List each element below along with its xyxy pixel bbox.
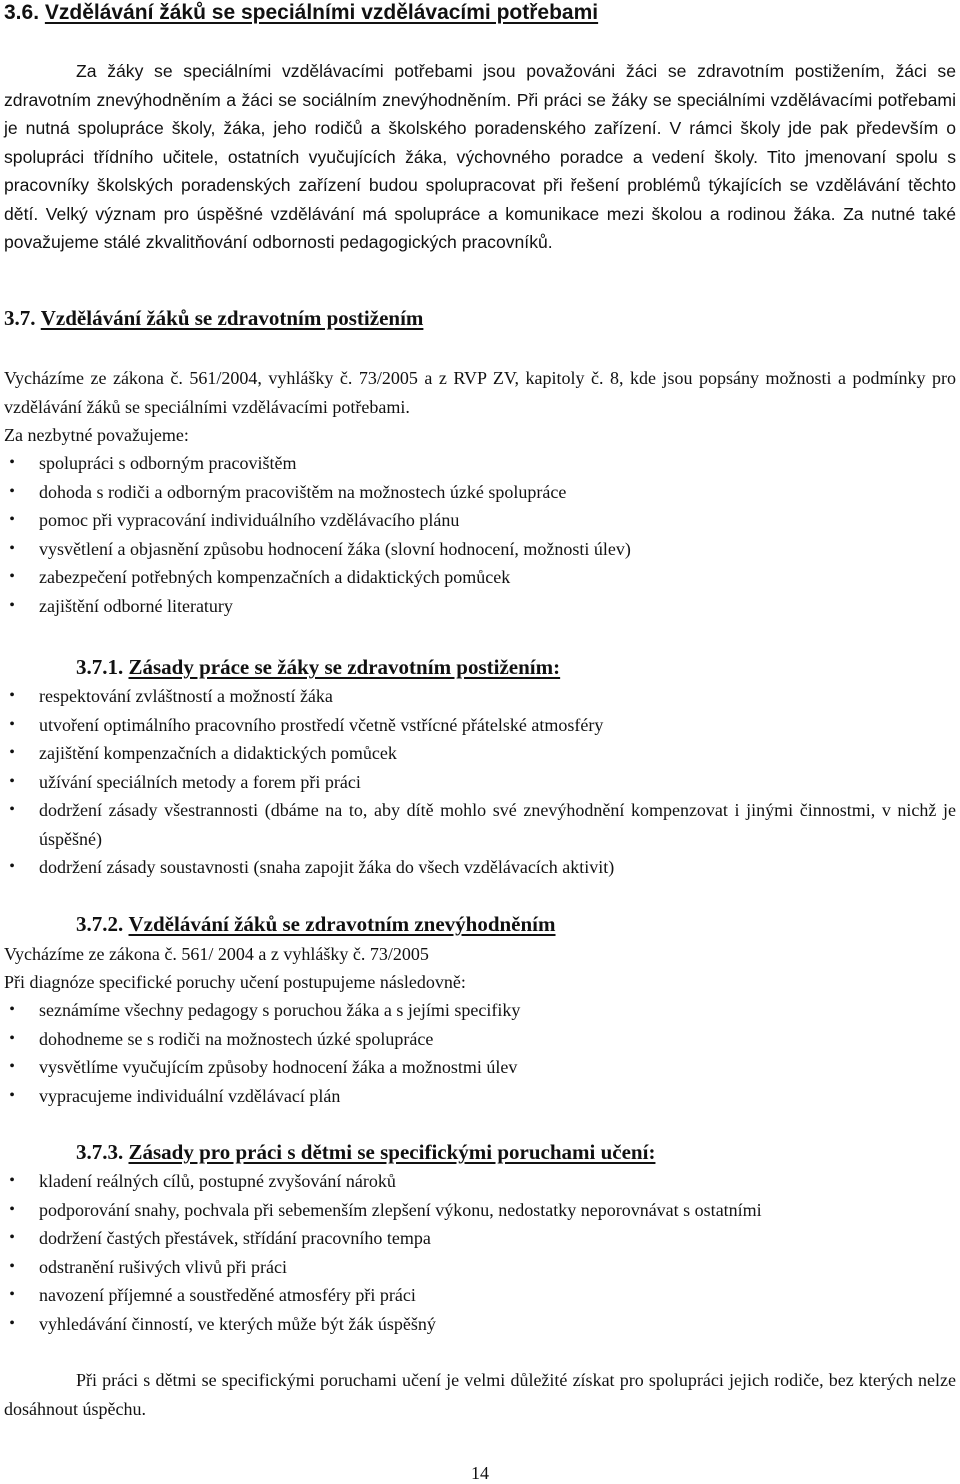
section-title: Zásady práce se žáky se zdravotním postižením:	[128, 655, 561, 679]
list-item: • dodržení zásady všestrannosti (dbáme na to, aby dítě mohlo své znevýhodnění kompenzovat i jinými činnostmi, v nichž je úspěšné)	[0, 796, 956, 853]
bullet-icon: •	[9, 596, 15, 614]
list-item: • odstranění rušivých vlivů při práci	[0, 1253, 956, 1282]
bullet-icon: •	[9, 1001, 15, 1018]
list-item: • respektování zvláštností a možností žáka	[0, 682, 956, 711]
section-3-7-list	[0, 449, 956, 620]
bullet-icon: •	[9, 568, 15, 585]
section-3-7-2-lead: Při diagnóze specifické poruchy učení postupujeme následovně:	[4, 972, 466, 992]
section-3-7-2-intro: Vycházíme ze zákona č. 561/ 2004 a z vyhlášky č. 73/2005	[4, 944, 429, 964]
list-item: • dodržení zásady soustavnosti (snaha zapojit žáka do všech vzdělávacích aktivit)	[0, 853, 956, 882]
bullet-icon: •	[9, 801, 15, 818]
bullet-icon: •	[9, 1200, 15, 1218]
list-item: • dohoda s rodiči a odborným pracovištěm na možnostech úzké spolupráce	[0, 478, 956, 507]
section-number: 3.7.	[4, 306, 36, 330]
bullet-icon: •	[9, 744, 15, 761]
section-3-6-paragraph: Za žáky se speciálními vzdělávacími potřebami jsou považováni žáci se zdravotním postižením, žáci se zdravotním znevýhodněním a žáci se sociálním znevýhodněním. Při práci se žáky se speciálními vzdělávacími potřebami je nutná spolupráce školy, žáka, jeho rodičů a školského poradenského zařízení. V rámci školy jde pak především o spolupráci třídního učitele, ostatních vyučujících žáka, výchovného poradce a vedení školy. Tito jmenovaní spolu s pracovníky školských poradenských zařízení budou spolupracovat při řešení problémů týkajících se vzdělávání těchto dětí. Velký význam pro úspěšné vzdělávání má spolupráce a komunikace mezi školou a rodinou žáka. Za nutné také považujeme stálé zkvalitňování odbornosti pedagogických pracovníků.	[4, 61, 956, 252]
list-item: • dodržení častých přestávek, střídání pracovního tempa	[0, 1224, 956, 1253]
section-title: Vzdělávání žáků se speciálními vzdělávacími potřebami	[44, 1, 599, 24]
list-item: • vyhledávání činností, ve kterých může být žák úspěšný	[0, 1310, 956, 1339]
section-3-7-2-list	[0, 996, 956, 1110]
section-3-7-3-closing: Při práci s dětmi se specifickými poruchami učení je velmi důležité získat pro spolupráci jejich rodiče, bez kterých nelze dosáhnout úspěchu.	[4, 1370, 956, 1419]
bullet-icon: •	[9, 511, 15, 528]
bullet-icon: •	[9, 1229, 15, 1246]
bullet-icon: •	[9, 1172, 15, 1189]
section-heading-3-7-3	[76, 1138, 655, 1166]
list-item: • zajištění kompenzačních a didaktických pomůcek	[0, 739, 956, 768]
section-title: Vzdělávání žáků se zdravotním postižením	[40, 306, 424, 330]
section-3-7-lead: Za nezbytné považujeme:	[4, 425, 189, 445]
section-number: 3.6.	[4, 1, 40, 24]
section-heading-3-7	[4, 304, 423, 332]
page-number: 14	[471, 1463, 489, 1483]
bullet-icon: •	[9, 1029, 15, 1047]
list-item: • navození příjemné a soustředěné atmosféry při práci	[0, 1281, 956, 1310]
section-title: Zásady pro práci s dětmi se specifickými poruchami učení:	[128, 1140, 656, 1164]
section-3-7-1-list	[0, 682, 956, 882]
list-item: • zajištění odborné literatury	[0, 592, 956, 621]
section-number: 3.7.2.	[76, 912, 124, 936]
list-item: • pomoc při vypracování individuálního vzdělávacího plánu	[0, 506, 956, 535]
bullet-icon: •	[9, 772, 15, 790]
list-item: • spolupráci s odborným pracovištěm	[0, 449, 956, 478]
section-heading-3-7-2	[76, 910, 556, 938]
section-number: 3.7.3.	[76, 1140, 124, 1164]
bullet-icon: •	[9, 1086, 15, 1104]
bullet-icon: •	[9, 687, 15, 704]
bullet-icon: •	[9, 1314, 15, 1332]
bullet-icon: •	[9, 1286, 15, 1303]
section-number: 3.7.1.	[76, 655, 124, 679]
section-heading-3-7-1	[76, 653, 560, 681]
bullet-icon: •	[9, 539, 15, 557]
list-item: • vysvětlíme vyučujícím způsoby hodnocení žáka a možnostmi úlev	[0, 1053, 956, 1082]
section-heading-3-6	[4, 0, 598, 26]
bullet-icon: •	[9, 715, 15, 733]
list-item: • podporování snahy, pochvala při sebemenším zlepšení výkonu, nedostatky neporovnávat s ostatními	[0, 1196, 956, 1225]
list-item: • vysvětlení a objasnění způsobu hodnocení žáka (slovní hodnocení, možnosti úlev)	[0, 535, 956, 564]
bullet-icon: •	[9, 482, 15, 500]
bullet-icon: •	[9, 858, 15, 875]
list-item: • seznámíme všechny pedagogy s poruchou žáka a s jejími specifiky	[0, 996, 956, 1025]
bullet-icon: •	[9, 454, 15, 471]
list-item: • vypracujeme individuální vzdělávací plán	[0, 1082, 956, 1111]
section-3-7-intro: Vycházíme ze zákona č. 561/2004, vyhlášky č. 73/2005 a z RVP ZV, kapitoly č. 8, kde jsou popsány možnosti a podmínky pro vzdělávání žáků se speciálními vzdělávacími potřebami.	[4, 368, 956, 417]
bullet-icon: •	[9, 1058, 15, 1075]
list-item: • utvoření optimálního pracovního prostředí včetně vstřícné přátelské atmosféry	[0, 711, 956, 740]
section-title: Vzdělávání žáků se zdravotním znevýhodněním	[128, 912, 556, 936]
bullet-icon: •	[9, 1257, 15, 1275]
list-item: • dohodneme se s rodiči na možnostech úzké spolupráce	[0, 1025, 956, 1054]
list-item: • zabezpečení potřebných kompenzačních a didaktických pomůcek	[0, 563, 956, 592]
list-item: • užívání speciálních metody a forem při práci	[0, 768, 956, 797]
list-item: • kladení reálných cílů, postupné zvyšování nároků	[0, 1167, 956, 1196]
section-3-7-3-list	[0, 1167, 956, 1338]
